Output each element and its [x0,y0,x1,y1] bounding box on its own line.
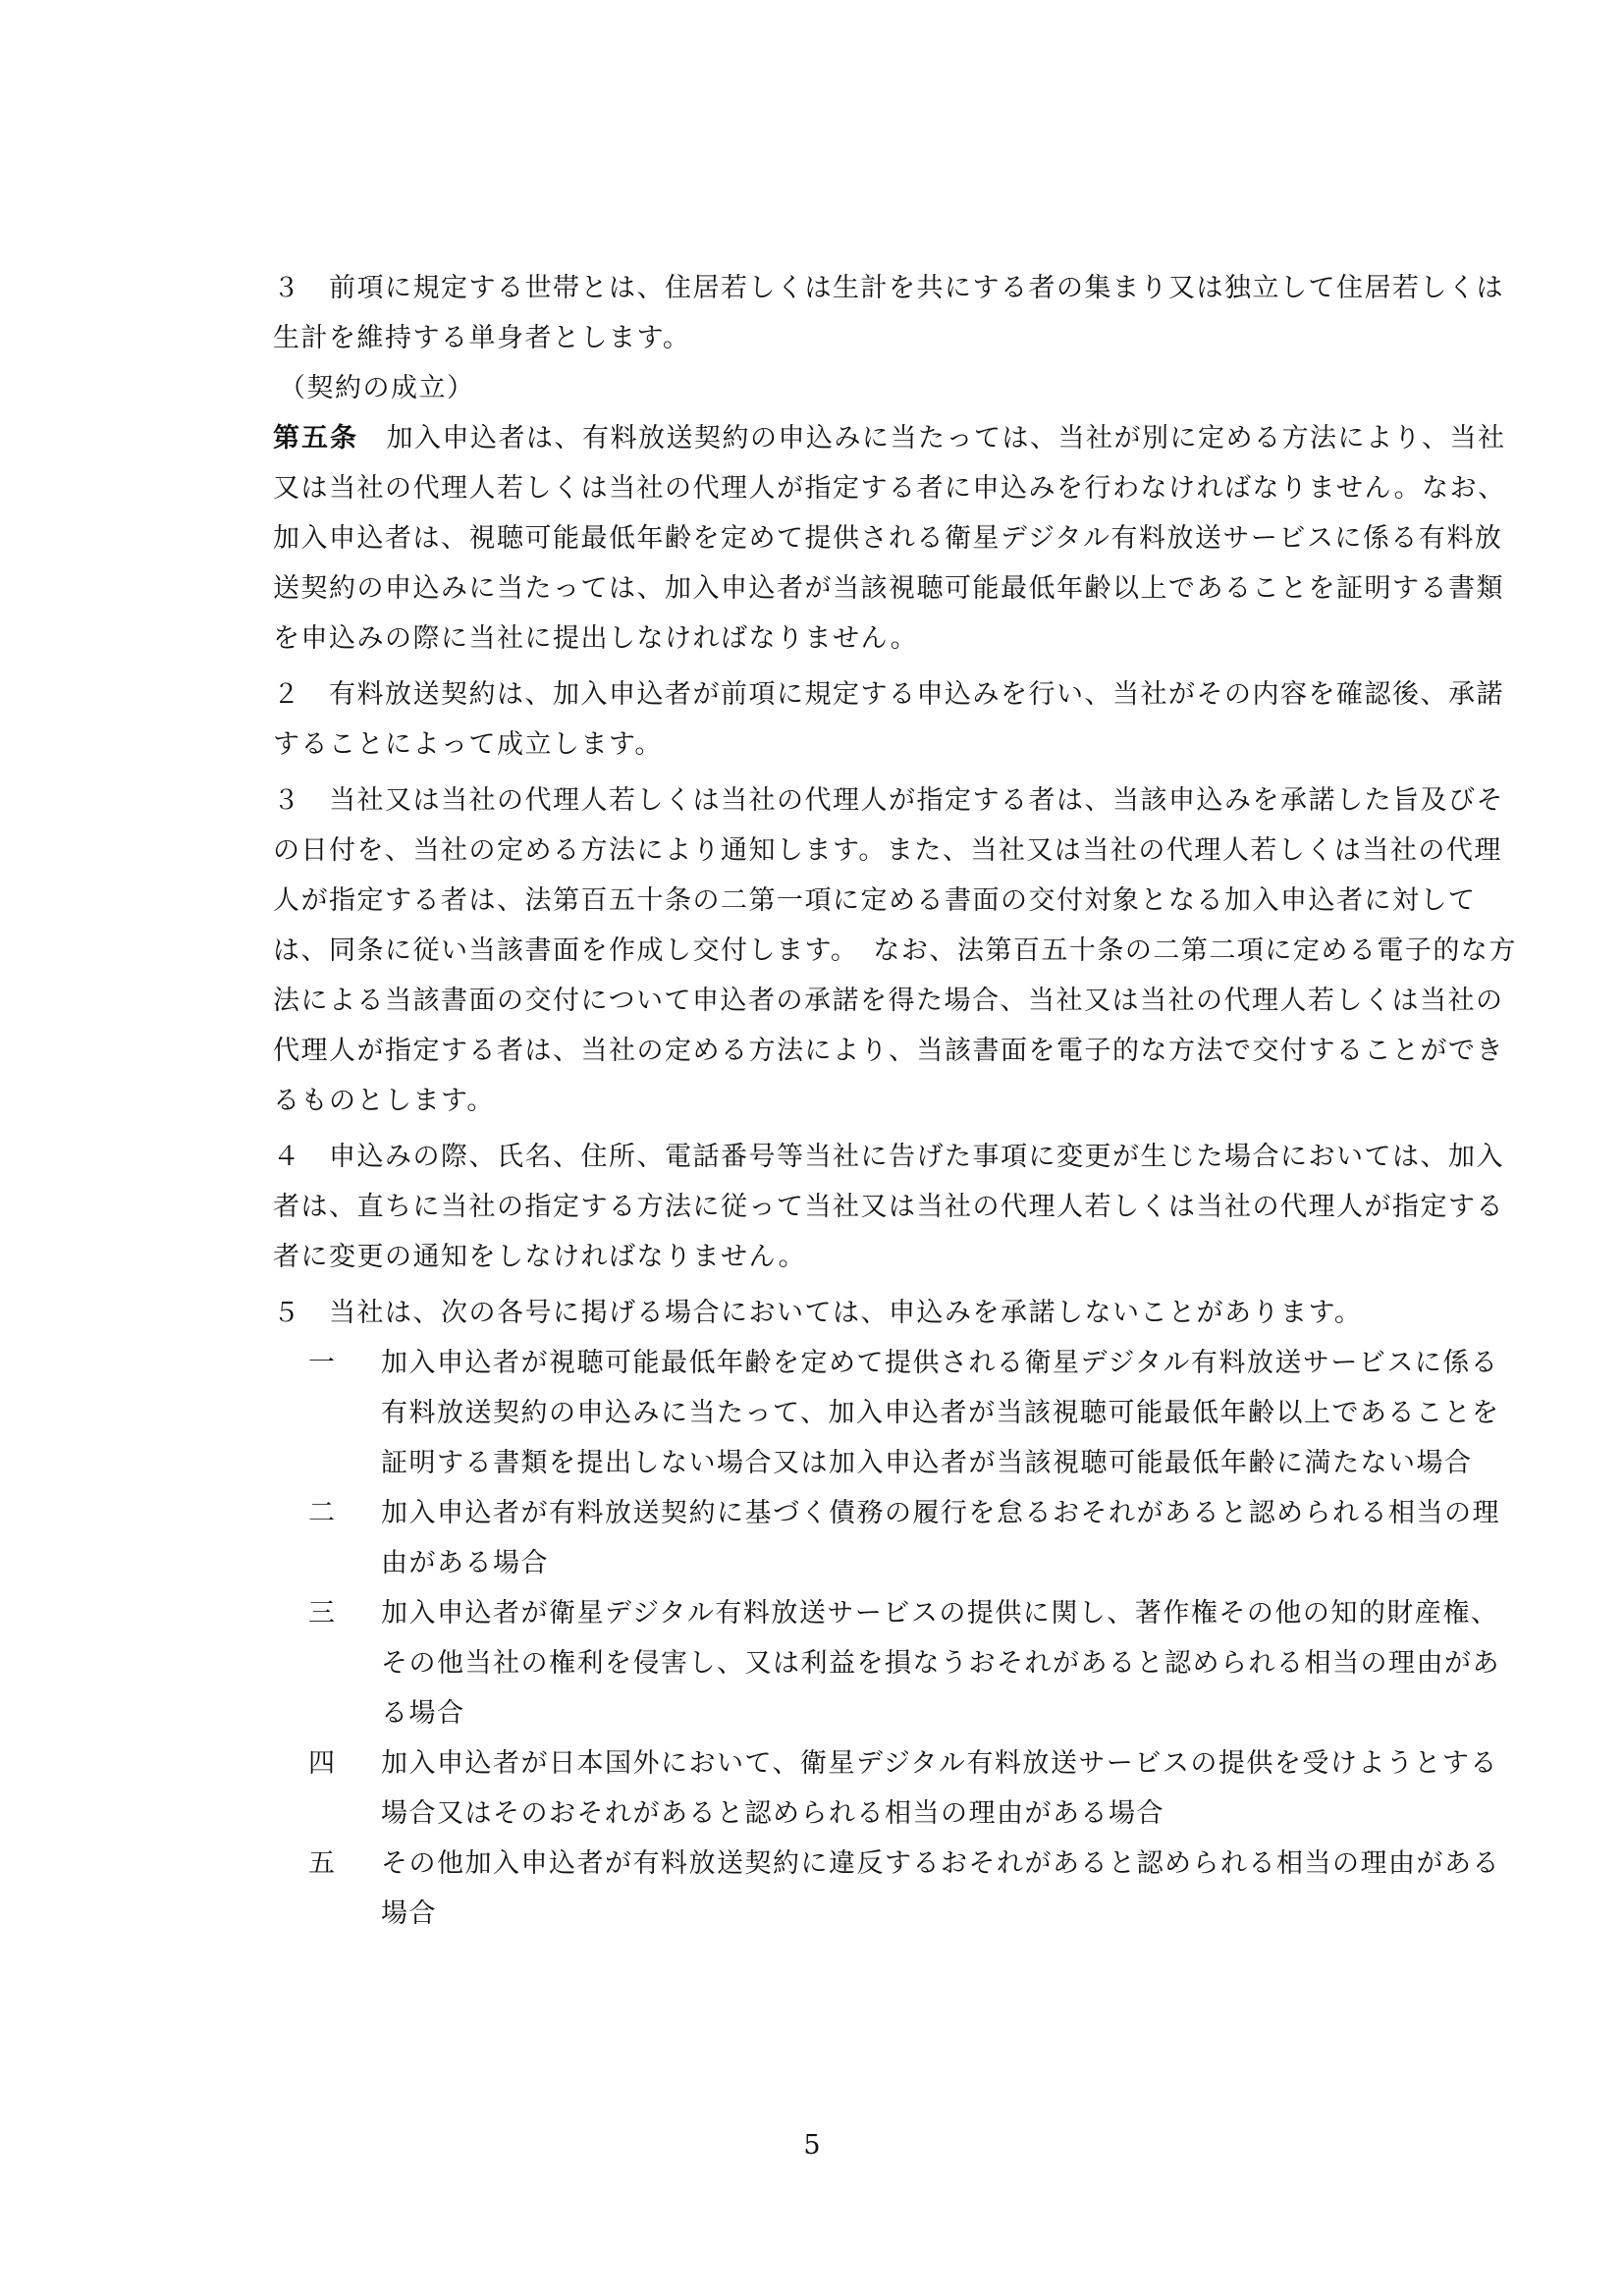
paragraph-number: ４ [273,1142,301,1172]
list-item [273,1488,1520,1588]
paragraph-2 [273,669,1520,770]
paragraph-number: ５ [273,1298,301,1328]
paragraph-number: ３ [273,273,301,303]
list-item-number: 二 [308,1498,337,1528]
paragraph-number: ２ [273,679,301,710]
section-heading: （契約の成立） [279,373,475,403]
list-item [273,1588,1520,1738]
list-item [273,1738,1520,1839]
article-title: 第五条 [273,423,358,454]
paragraph-number: ３ [273,785,301,816]
paragraph-text: 申込みの際、氏名、住所、電話番号等当社に告げた事項に変更が生じた場合においては、加入者は、直ちに当社の指定する方法に従って当社又は当社の代理人若しくは当社の代理人が指定する者に変更の通知をしなければなりません。 [273,1142,1504,1272]
list-item [273,1839,1520,1939]
list-item-text: 加入申込者が有料放送契約に基づく債務の履行を怠るおそれがあると認められる相当の理由がある場合 [381,1498,1500,1578]
paragraph-text: 当社又は当社の代理人若しくは当社の代理人が指定する者は、当該申込みを承諾した旨及びその日付を、当社の定める方法により通知します。また、当社又は当社の代理人若しくは当社の代理人が指定する者は、法第百五十条の二第一項に定める書面の交付対象となる加入申込者に対しては、同条に従い当該書面を作成し交付します。 なお、法第百五十条の二第二項に定める電子的な方法による当該書面の交付について申込者の承諾を得た場合、当社又は当社の代理人若しくは当社の代理人が指定する者は、当社の定める方法により、当該書面を電子的な方法で交付することができるものとします。 [273,785,1517,1116]
paragraph-text: 前項に規定する世帯とは、住居若しくは生計を共にする者の集まり又は独立して住居若しくは生計を維持する単身者とします。 [273,273,1504,353]
paragraph-5 [273,1288,1520,1338]
paragraph-4 [273,1132,1520,1282]
list-item-text: その他加入申込者が有料放送契約に違反するおそれがあると認められる相当の理由がある場合 [381,1848,1500,1929]
list-item-text: 加入申込者が衛星デジタル有料放送サービスの提供に関し、著作権その他の知的財産権、その他当社の権利を侵害し、又は利益を損なうおそれがあると認められる相当の理由がある場合 [381,1598,1500,1729]
list-item-text: 加入申込者が日本国外において、衛星デジタル有料放送サービスの提供を受けようとする場合又はそのおそれがあると認められる相当の理由がある場合 [381,1748,1498,1829]
list-item [273,1338,1520,1488]
list-item-number: 三 [308,1598,337,1629]
article-text: 加入申込者は、有料放送契約の申込みに当たっては、当社が別に定める方法により、当社又は当社の代理人若しくは当社の代理人が指定する者に申込みを行わなければなりません。なお、加入申込者は、視聴可能最低年齢を定めて提供される衛星デジタル有料放送サービスに係る有料放送契約の申込みに当たっては、加入申込者が当該視聴可能最低年齢以上であることを証明する書類を申込みの際に当社に提出しなければなりません。 [273,423,1506,654]
list-item-number: 四 [308,1748,337,1779]
list-item-number: 一 [308,1348,337,1378]
page-number: 5 [803,2130,821,2161]
list-item-text: 加入申込者が視聴可能最低年齢を定めて提供される衛星デジタル有料放送サービスに係る有料放送契約の申込みに当たって、加入申込者が当該視聴可能最低年齢以上であることを証明する書類を提出しない場合又は加入申込者が当該視聴可能最低年齢に満たない場合 [381,1348,1500,1478]
paragraph-3 [273,775,1520,1126]
document-body [273,263,1520,1939]
list-item-number: 五 [308,1848,337,1879]
paragraph-text: 当社は、次の各号に掲げる場合においては、申込みを承諾しないことがあります。 [329,1298,1363,1328]
paragraph-3-household [273,263,1520,363]
article-5 [273,413,1520,664]
paragraph-text: 有料放送契約は、加入申込者が前項に規定する申込みを行い、当社がその内容を確認後、承諾することによって成立します。 [273,679,1504,760]
